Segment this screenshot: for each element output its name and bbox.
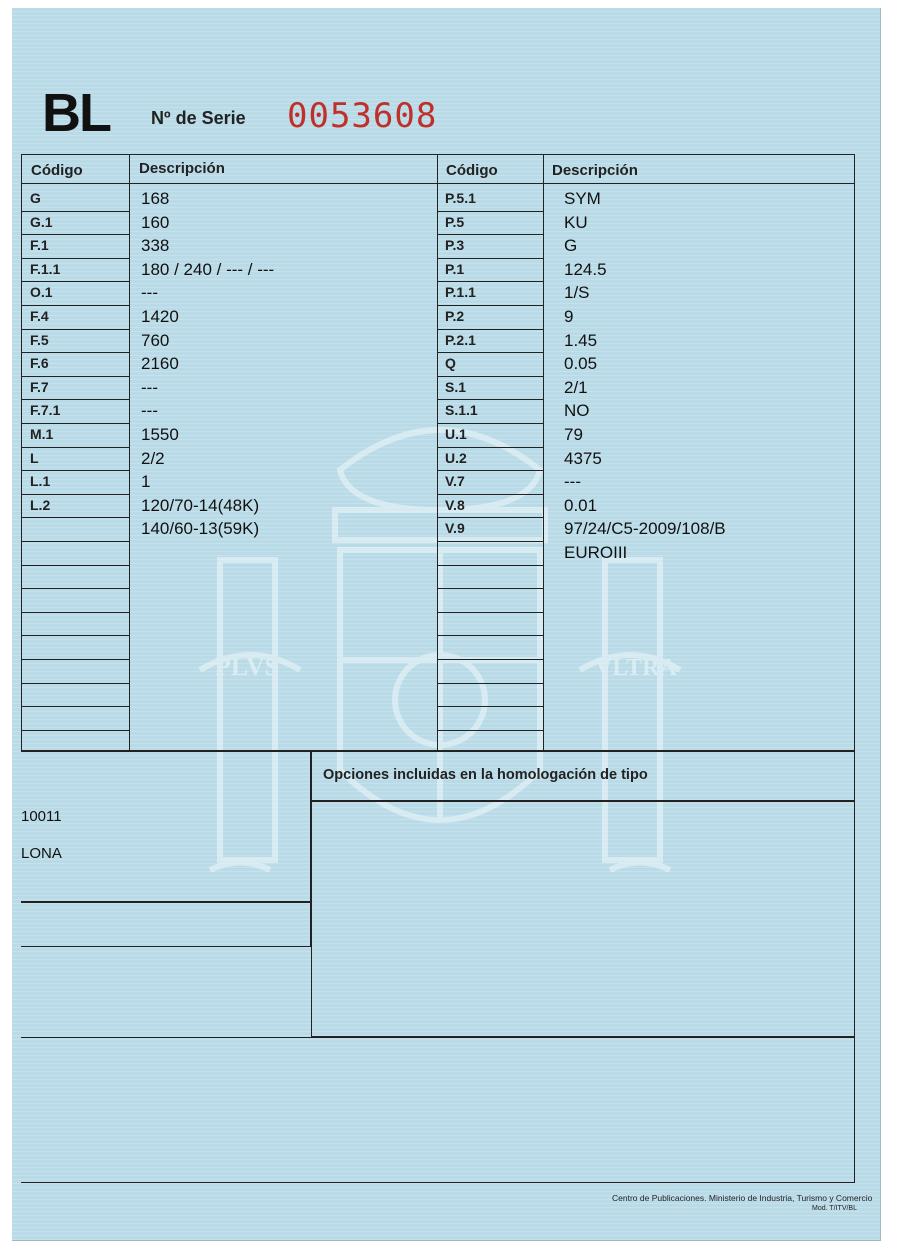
left-lower-box-2 xyxy=(21,902,311,947)
left-grid-line xyxy=(21,423,129,424)
left-desc-header: Descripción xyxy=(139,160,225,177)
fragment-line-1: 10011 xyxy=(21,808,62,825)
motto-right: VLTRA xyxy=(595,655,677,681)
left-grid-line xyxy=(21,517,129,518)
right-grid-line xyxy=(437,494,543,495)
right-code-divider xyxy=(543,154,544,751)
right-row-code: P.3 xyxy=(445,237,465,254)
right-grid-line xyxy=(437,329,543,330)
right-grid-line xyxy=(437,730,543,731)
left-row-value: 168 xyxy=(141,189,170,208)
right-row-value: 4375 xyxy=(564,448,602,468)
left-row-value: 2160 xyxy=(141,354,179,374)
right-grid-line xyxy=(437,565,543,566)
left-row-code: G.1 xyxy=(30,213,53,230)
right-row-value: 97/24/C5-2009/108/B xyxy=(564,519,726,539)
left-grid-line xyxy=(21,683,129,684)
right-grid-line xyxy=(437,635,543,636)
right-row-code: P.5.1 xyxy=(445,190,476,206)
right-row-value: 124.5 xyxy=(564,259,607,279)
left-row-value: 2/2 xyxy=(141,448,165,468)
left-row-value: 338 xyxy=(141,236,170,256)
left-row-value: 180 / 240 / --- / --- xyxy=(141,259,275,279)
left-grid-line xyxy=(21,281,129,282)
left-row-value: 1 xyxy=(141,472,151,492)
left-row-code: F.7 xyxy=(30,378,49,395)
right-row-value: 1.45 xyxy=(564,330,598,350)
footer-model: Mod. T/ITV/BL xyxy=(812,1205,857,1212)
right-grid-line xyxy=(437,470,543,471)
right-grid-line xyxy=(437,258,543,259)
left-row-code: F.6 xyxy=(30,355,49,372)
right-row-value: EUROIII xyxy=(564,543,628,562)
serie-number: 0053608 xyxy=(287,96,438,136)
right-row-code: P.1 xyxy=(445,260,465,277)
right-row-code: V.9 xyxy=(445,520,465,537)
right-grid-line xyxy=(437,305,543,306)
left-lower-box-1 xyxy=(21,751,311,902)
options-content-box xyxy=(311,801,855,1037)
left-row-value: --- xyxy=(141,377,158,397)
right-row-code: V.7 xyxy=(445,473,465,490)
left-row-code: M.1 xyxy=(30,426,54,442)
right-grid-line xyxy=(437,423,543,424)
right-grid-line xyxy=(437,612,543,613)
left-grid-line xyxy=(21,565,129,566)
left-grid-line xyxy=(21,211,129,212)
left-code-header: Código xyxy=(31,162,83,179)
right-row-code: S.1 xyxy=(445,378,467,395)
left-grid-line xyxy=(21,352,129,353)
right-row-value: KU xyxy=(564,212,588,232)
right-row-value: --- xyxy=(564,472,581,492)
left-grid-line xyxy=(21,234,129,235)
right-row-code: U.1 xyxy=(445,426,467,442)
right-row-value: 2/1 xyxy=(564,377,588,397)
left-grid-line xyxy=(21,258,129,259)
left-grid-line xyxy=(21,730,129,731)
right-row-code: P.2.1 xyxy=(445,331,476,348)
left-row-value: 120/70-14(48K) xyxy=(141,495,260,515)
right-row-value: 1/S xyxy=(564,283,590,303)
left-grid-line xyxy=(21,399,129,400)
left-grid-line xyxy=(21,494,129,495)
left-grid-line xyxy=(21,470,129,471)
left-row-value: 140/60-13(59K) xyxy=(141,519,260,539)
right-row-code: P.5 xyxy=(445,213,465,230)
right-row-code: V.8 xyxy=(445,496,465,513)
right-row-code: P.2 xyxy=(445,308,465,324)
right-row-value: NO xyxy=(564,401,590,421)
motto-left: PLVS xyxy=(215,652,280,681)
left-row-value: --- xyxy=(141,283,158,303)
right-row-value: 0.05 xyxy=(564,354,598,374)
header-divider xyxy=(21,183,855,184)
right-grid-line xyxy=(437,588,543,589)
left-row-code: F.1.1 xyxy=(30,260,61,277)
right-row-code: S.1.1 xyxy=(445,402,478,419)
left-row-code: F.5 xyxy=(30,331,49,348)
serie-label: Nº de Serie xyxy=(151,108,246,128)
right-grid-line xyxy=(437,683,543,684)
right-row-value: SYM xyxy=(564,189,601,208)
left-grid-line xyxy=(21,376,129,377)
left-row-code: L xyxy=(30,449,39,466)
left-grid-line xyxy=(21,588,129,589)
right-row-code: Q xyxy=(445,355,456,372)
right-row-value: 79 xyxy=(564,425,583,444)
left-grid-line xyxy=(21,447,129,448)
right-grid-line xyxy=(437,352,543,353)
right-grid-line xyxy=(437,517,543,518)
right-grid-line xyxy=(437,211,543,212)
right-desc-header: Descripción xyxy=(552,162,638,179)
left-code-divider xyxy=(129,154,130,751)
left-grid-line xyxy=(21,706,129,707)
right-grid-line xyxy=(437,234,543,235)
right-row-value: G xyxy=(564,236,578,256)
right-grid-line xyxy=(437,541,543,542)
bottom-box xyxy=(21,1037,855,1183)
form-code: BL xyxy=(42,83,110,143)
right-row-value: 9 xyxy=(564,307,574,326)
left-grid-line xyxy=(21,329,129,330)
right-grid-line xyxy=(437,376,543,377)
right-grid-line xyxy=(437,399,543,400)
left-row-code: L.1 xyxy=(30,473,51,490)
right-row-code: P.1.1 xyxy=(445,284,476,301)
right-grid-line xyxy=(437,447,543,448)
left-grid-line xyxy=(21,612,129,613)
right-row-value: 0.01 xyxy=(564,495,598,515)
fragment-line-2: LONA xyxy=(21,845,62,862)
left-row-value: 1550 xyxy=(141,425,179,444)
left-row-code: F.1 xyxy=(30,237,49,254)
left-row-value: 1420 xyxy=(141,307,179,326)
right-grid-line xyxy=(437,659,543,660)
left-grid-line xyxy=(21,635,129,636)
right-code-header: Código xyxy=(446,162,498,179)
left-row-code: O.1 xyxy=(30,284,53,301)
left-row-value: --- xyxy=(141,401,158,421)
left-row-value: 160 xyxy=(141,212,170,232)
options-title: Opciones incluidas en la homologación de tipo xyxy=(323,767,648,783)
footer-publisher: Centro de Publicaciones. Ministerio de Industria, Turismo y Comercio xyxy=(612,1193,873,1203)
left-grid-line xyxy=(21,659,129,660)
left-grid-line xyxy=(21,541,129,542)
left-row-code: L.2 xyxy=(30,496,51,513)
left-row-value: 760 xyxy=(141,330,170,350)
left-row-code: G xyxy=(30,190,41,206)
middle-divider xyxy=(437,154,438,751)
right-row-code: U.2 xyxy=(445,449,467,466)
left-row-code: F.7.1 xyxy=(30,402,61,419)
left-row-code: F.4 xyxy=(30,308,49,324)
right-grid-line xyxy=(437,281,543,282)
left-grid-line xyxy=(21,305,129,306)
right-grid-line xyxy=(437,706,543,707)
